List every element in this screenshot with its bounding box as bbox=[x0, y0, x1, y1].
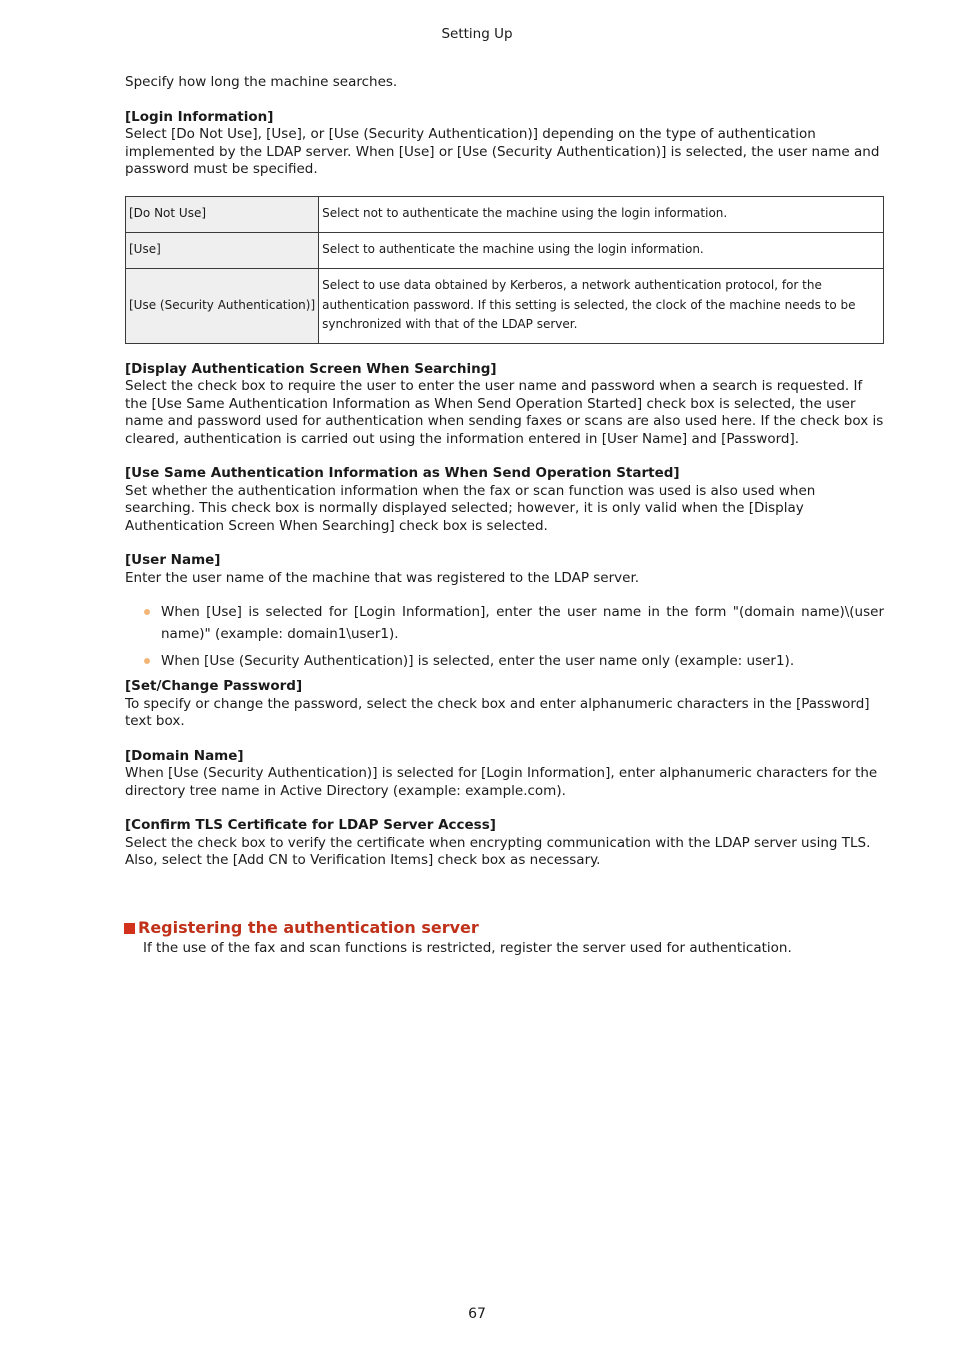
option-description-cell: Select to authenticate the machine using the login information. bbox=[319, 232, 884, 268]
section-marker-icon bbox=[124, 923, 135, 934]
table-row bbox=[126, 268, 884, 343]
page-content bbox=[125, 74, 884, 887]
use-same-auth-item bbox=[125, 465, 884, 535]
option-name-cell: [Use (Security Authentication)] bbox=[126, 268, 319, 343]
use-same-auth-title: [Use Same Authentication Information as When Send Operation Started] bbox=[125, 465, 680, 481]
option-description-cell: Select to use data obtained by Kerberos, a network authentication protocol, for the authentication password. If this setting is selected, the clock of the machine needs to be synchronized with that of the LDAP server. bbox=[319, 268, 884, 343]
display-auth-screen-item bbox=[125, 361, 884, 449]
bullet-icon bbox=[144, 658, 150, 664]
table-row bbox=[126, 232, 884, 268]
section-title-text: Registering the authentication server bbox=[138, 918, 479, 937]
section-heading bbox=[124, 917, 884, 939]
user-name-notes bbox=[125, 601, 884, 672]
registering-auth-server-section bbox=[124, 917, 884, 958]
section-text: If the use of the fax and scan functions is restricted, register the server used for authentication. bbox=[143, 940, 792, 956]
domain-name-text: When [Use (Security Authentication)] is selected for [Login Information], enter alphanumeric characters for the directory tree name in Active Directory (example: example.com). bbox=[125, 765, 878, 799]
page-number: 67 bbox=[468, 1306, 486, 1322]
bullet-icon bbox=[144, 609, 150, 615]
table-row bbox=[126, 196, 884, 232]
use-same-auth-text: Set whether the authentication information when the fax or scan function was used is also used when searching. This check box is normally displayed selected; however, it is only valid when the [Display Authentication Screen When Searching] check box is selected. bbox=[125, 482, 816, 534]
domain-name-item bbox=[125, 748, 884, 801]
user-name-text: Enter the user name of the machine that was registered to the LDAP server. bbox=[125, 569, 640, 586]
note-text: When [Use (Security Authentication)] is selected, enter the user name only (example: user1). bbox=[161, 653, 795, 669]
set-change-password-title: [Set/Change Password] bbox=[125, 678, 303, 694]
display-auth-screen-text: Select the check box to require the user to enter the user name and password when a search is requested. If the [Use Same Authentication Information as When Send Operation Started] check box is selected, the user name and password used for authentication when sending faxes or scans are also used here. If the check box is cleared, authentication is carried out using the information entered in [User Name] and [Password]. bbox=[125, 378, 884, 447]
set-change-password-text: To specify or change the password, select the check box and enter alphanumeric characters in the [Password] text box. bbox=[125, 695, 870, 729]
list-item bbox=[161, 601, 884, 645]
option-name-cell: [Use] bbox=[126, 232, 319, 268]
confirm-tls-title: [Confirm TLS Certificate for LDAP Server Access] bbox=[125, 817, 496, 833]
domain-name-title: [Domain Name] bbox=[125, 747, 244, 764]
confirm-tls-item bbox=[125, 817, 884, 870]
set-change-password-item bbox=[125, 678, 884, 731]
login-information-text: Select [Do Not Use], [Use], or [Use (Security Authentication)] depending on the type of authentication implemented by the LDAP server. When [Use] or [Use (Security Authentication)] is selected, the user name and password must be specified. bbox=[125, 126, 880, 177]
running-header: Setting Up bbox=[441, 26, 513, 42]
option-name-cell: [Do Not Use] bbox=[126, 196, 319, 232]
login-options-table bbox=[125, 196, 884, 344]
display-auth-screen-title: [Display Authentication Screen When Searching] bbox=[125, 360, 497, 377]
note-text: When [Use] is selected for [Login Information], enter the user name in the form "(domain name)\(user name)" (example: domain1\user1). bbox=[161, 604, 884, 642]
login-information-item bbox=[125, 109, 884, 179]
option-description-cell: Select not to authenticate the machine using the login information. bbox=[319, 196, 884, 232]
list-item bbox=[161, 650, 884, 672]
intro-text: Specify how long the machine searches. bbox=[125, 74, 398, 90]
confirm-tls-text: Select the check box to verify the certificate when encrypting communication with the LDAP server using TLS. Also, select the [Add CN to Verification Items] check box as necessary. bbox=[125, 834, 871, 868]
login-information-title: [Login Information] bbox=[125, 108, 274, 125]
user-name-title: [User Name] bbox=[125, 552, 221, 568]
user-name-item bbox=[125, 552, 884, 672]
